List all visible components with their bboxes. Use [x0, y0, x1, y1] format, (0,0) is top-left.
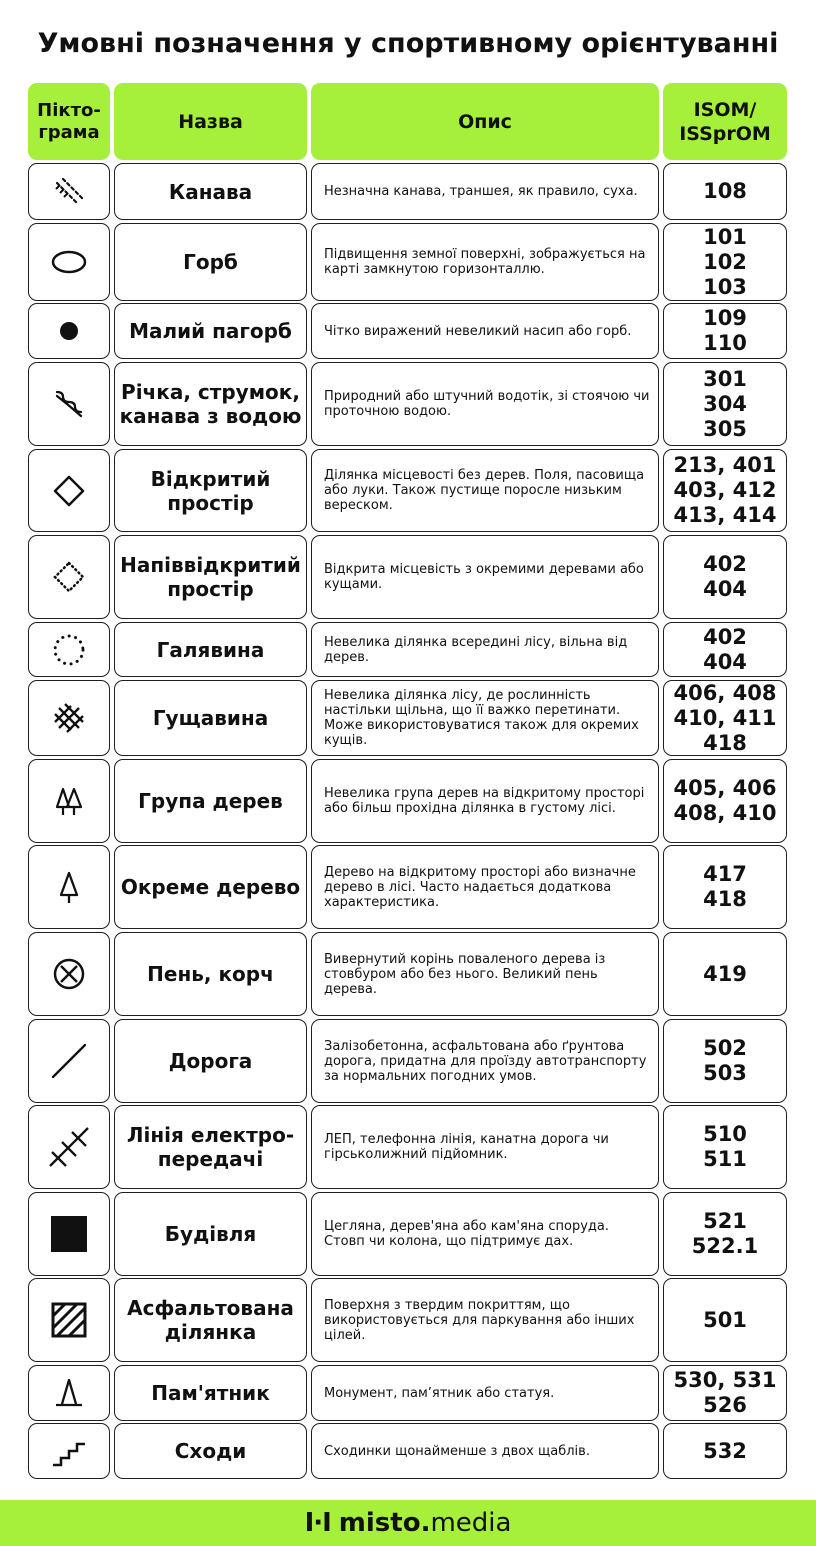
symbol-name: Малий пагорб: [129, 319, 292, 343]
header-name-label: Назва: [178, 110, 243, 133]
symbol-code: 301 304 305: [703, 366, 747, 441]
row-pictogram: [28, 1423, 110, 1479]
row-code: [663, 1192, 787, 1276]
row-description: [311, 1365, 659, 1421]
row-description: [311, 535, 659, 619]
symbol-description: Вивернутий корінь поваленого дерева із стовбуром або без нього. Великий пень дерева.: [324, 951, 606, 997]
row-pictogram: [28, 449, 110, 532]
symbol-name: Сходи: [174, 1439, 247, 1463]
small-knoll-dot-icon: [47, 309, 91, 353]
row-description: [311, 845, 659, 929]
symbol-code: 406, 408 410, 411 418: [673, 680, 777, 755]
header-description-label: Опис: [458, 110, 512, 133]
symbol-code: 419: [703, 961, 747, 986]
symbol-code: 402 404: [703, 624, 747, 674]
thicket-hatch-icon: [47, 696, 91, 740]
tree-group-icon: [47, 779, 91, 823]
footer-bar: [0, 1500, 816, 1546]
row-name: [114, 535, 307, 619]
symbol-name: Канава: [168, 179, 253, 204]
row-name: [114, 163, 307, 220]
row-name: [114, 1019, 307, 1103]
row-pictogram: [28, 303, 110, 359]
row-code: [663, 1365, 787, 1421]
symbol-name: Будівля: [164, 1222, 257, 1246]
symbol-name: Асфальтована ділянка: [127, 1296, 294, 1344]
row-name: [114, 622, 307, 677]
symbol-name: Дорога: [168, 1049, 253, 1073]
symbol-code: 402 404: [703, 552, 747, 601]
symbol-code: 501: [703, 1307, 747, 1332]
symbol-description: Ділянка місцевості без дерев. Поля, пасовища або луки. Також пустище поросле низьким вереском.: [324, 468, 645, 513]
row-code: [663, 1105, 787, 1189]
power-line-icon: [44, 1122, 94, 1172]
row-pictogram: [28, 1192, 110, 1276]
row-code: [663, 535, 787, 619]
symbol-description: ЛЕП, телефонна лінія, канатна дорога чи гірськолижний підйомник.: [324, 1132, 609, 1162]
paved-area-hatch-icon: [47, 1298, 91, 1342]
symbol-description: Невелика група дерев на відкритому просторі або більш прохідна ділянка в густому лісі.: [324, 786, 645, 816]
row-name: [114, 303, 307, 359]
symbol-description: Природний або штучний водотік, зі стоячою чи проточною водою.: [324, 389, 650, 419]
row-code: [663, 303, 787, 359]
symbol-name: Напіввідкритий простір: [120, 553, 301, 601]
row-description: [311, 163, 659, 220]
row-name: [114, 932, 307, 1016]
clearing-dotted-circle-icon: [47, 628, 91, 672]
symbol-code: 405, 406 408, 410: [673, 776, 777, 825]
row-code: [663, 1278, 787, 1362]
symbol-code: 502 503: [703, 1036, 747, 1085]
building-square-icon: [47, 1212, 91, 1256]
symbol-code: 417 418: [703, 862, 747, 911]
row-code: [663, 1423, 787, 1479]
monument-icon: [47, 1371, 91, 1415]
symbol-name: Галявина: [156, 637, 265, 662]
row-description: [311, 680, 659, 756]
row-pictogram: [28, 759, 110, 843]
row-code: [663, 622, 787, 677]
row-description: [311, 1423, 659, 1479]
symbol-description: Монумент, пам’ятник або статуя.: [324, 1385, 555, 1401]
header-code-label: ISOM/ ISSprOM: [679, 98, 771, 145]
row-description: [311, 622, 659, 677]
symbol-description: Сходинки щонайменше з двох щаблів.: [324, 1443, 590, 1459]
row-name: [114, 845, 307, 929]
symbol-name: Гущавина: [152, 706, 269, 730]
row-pictogram: [28, 680, 110, 756]
symbol-name: Група дерев: [138, 789, 283, 813]
row-pictogram: [28, 535, 110, 619]
row-name: [114, 223, 307, 301]
symbol-name: Пень, корч: [147, 962, 274, 986]
row-name: [114, 449, 307, 532]
row-code: [663, 362, 787, 446]
row-description: [311, 932, 659, 1016]
row-description: [311, 362, 659, 446]
row-pictogram: [28, 1365, 110, 1421]
symbol-description: Відкрита місцевість з окремими деревами або кущами.: [324, 562, 644, 592]
root-stock-circle-x-icon: [47, 952, 91, 996]
row-code: [663, 680, 787, 756]
symbol-description: Залізобетонна, асфальтована або ґрунтова дорога, придатна для проїзду автотранспорту за нормальних погодних умов.: [324, 1038, 647, 1084]
row-pictogram: [28, 1278, 110, 1362]
symbol-name: Лінія електро-передачі: [126, 1123, 295, 1171]
row-pictogram: [28, 1019, 110, 1103]
row-name: [114, 759, 307, 843]
row-description: [311, 449, 659, 532]
row-code: [663, 449, 787, 532]
row-code: [663, 163, 787, 220]
knoll-oval-icon: [47, 240, 91, 284]
row-pictogram: [28, 163, 110, 220]
header-pictogram: [28, 83, 110, 160]
row-name: [114, 680, 307, 756]
symbol-description: Дерево на відкритому просторі або визначне дерево в лісі. Часто надається додаткова характеристика.: [324, 864, 636, 910]
single-tree-icon: [47, 865, 91, 909]
logo-text-light: media: [430, 1508, 512, 1538]
symbol-description: Невелика ділянка всередині лісу, вільна від дерев.: [324, 634, 628, 665]
row-code: [663, 1019, 787, 1103]
stream-wave-icon: [47, 382, 91, 426]
row-pictogram: [28, 932, 110, 1016]
symbol-name: Річка, струмок, канава з водою: [119, 380, 302, 428]
open-land-diamond-icon: [47, 469, 91, 513]
symbol-code: 530, 531 526: [673, 1368, 777, 1417]
row-code: [663, 932, 787, 1016]
symbol-name: Горб: [183, 250, 238, 274]
symbol-description: Невелика ділянка лісу, де рослинність настільки щільна, що її важко перетинати. Може використовуватися також для окремих кущів.: [324, 688, 639, 748]
symbol-code: 510 511: [703, 1122, 747, 1171]
row-name: [114, 362, 307, 446]
row-name: [114, 1192, 307, 1276]
ditch-icon: [47, 170, 91, 214]
row-code: [663, 759, 787, 843]
row-pictogram: [28, 622, 110, 677]
row-code: [663, 845, 787, 929]
row-pictogram: [28, 845, 110, 929]
row-description: [311, 1192, 659, 1276]
header-pictogram-label: Пікто- грама: [37, 99, 101, 143]
symbol-name: Пам'ятник: [151, 1381, 270, 1405]
symbol-code: 109 110: [703, 306, 747, 355]
header-code: [663, 83, 787, 160]
symbol-code: 532: [703, 1438, 747, 1463]
row-name: [114, 1423, 307, 1479]
row-code: [663, 223, 787, 301]
symbol-description: Незначна канава, траншея, як правило, суха.: [324, 184, 638, 199]
row-pictogram: [28, 362, 110, 446]
row-name: [114, 1365, 307, 1421]
row-description: [311, 759, 659, 843]
symbol-name: Відкритий простір: [150, 466, 271, 515]
logo-text-bold: misto.: [338, 1508, 431, 1538]
row-description: [311, 303, 659, 359]
symbol-description: Підвищення земної поверхні, зображується на карті замкнутою горизонталлю.: [324, 247, 646, 277]
road-line-icon: [47, 1039, 91, 1083]
header-description: [311, 83, 659, 160]
header-name: [114, 83, 307, 160]
symbol-code: 213, 401 403, 412 413, 414: [673, 453, 777, 527]
symbol-code: 108: [703, 179, 747, 203]
logo-mark: I·I: [304, 1508, 331, 1538]
row-description: [311, 1278, 659, 1362]
row-name: [114, 1278, 307, 1362]
row-pictogram: [28, 223, 110, 301]
symbol-name: Окреме дерево: [120, 875, 301, 899]
row-description: [311, 1019, 659, 1103]
row-description: [311, 1105, 659, 1189]
stairs-icon: [47, 1429, 91, 1473]
symbol-description: Чітко виражений невеликий насип або горб.: [324, 323, 632, 339]
symbol-description: Цегляна, дерев'яна або кам'яна споруда. Стовп чи колона, що підтримує дах.: [324, 1219, 609, 1249]
symbol-code: 521 522.1: [691, 1209, 759, 1258]
row-name: [114, 1105, 307, 1189]
symbol-description: Поверхня з твердим покриттям, що використовується для паркування або інших цілей.: [324, 1297, 635, 1343]
row-pictogram: [28, 1105, 110, 1189]
semi-open-dotted-diamond-icon: [47, 555, 91, 599]
page-title: Умовні позначення у спортивному орієнтуванні: [37, 28, 779, 59]
symbol-code: 101 102 103: [703, 224, 747, 299]
row-description: [311, 223, 659, 301]
